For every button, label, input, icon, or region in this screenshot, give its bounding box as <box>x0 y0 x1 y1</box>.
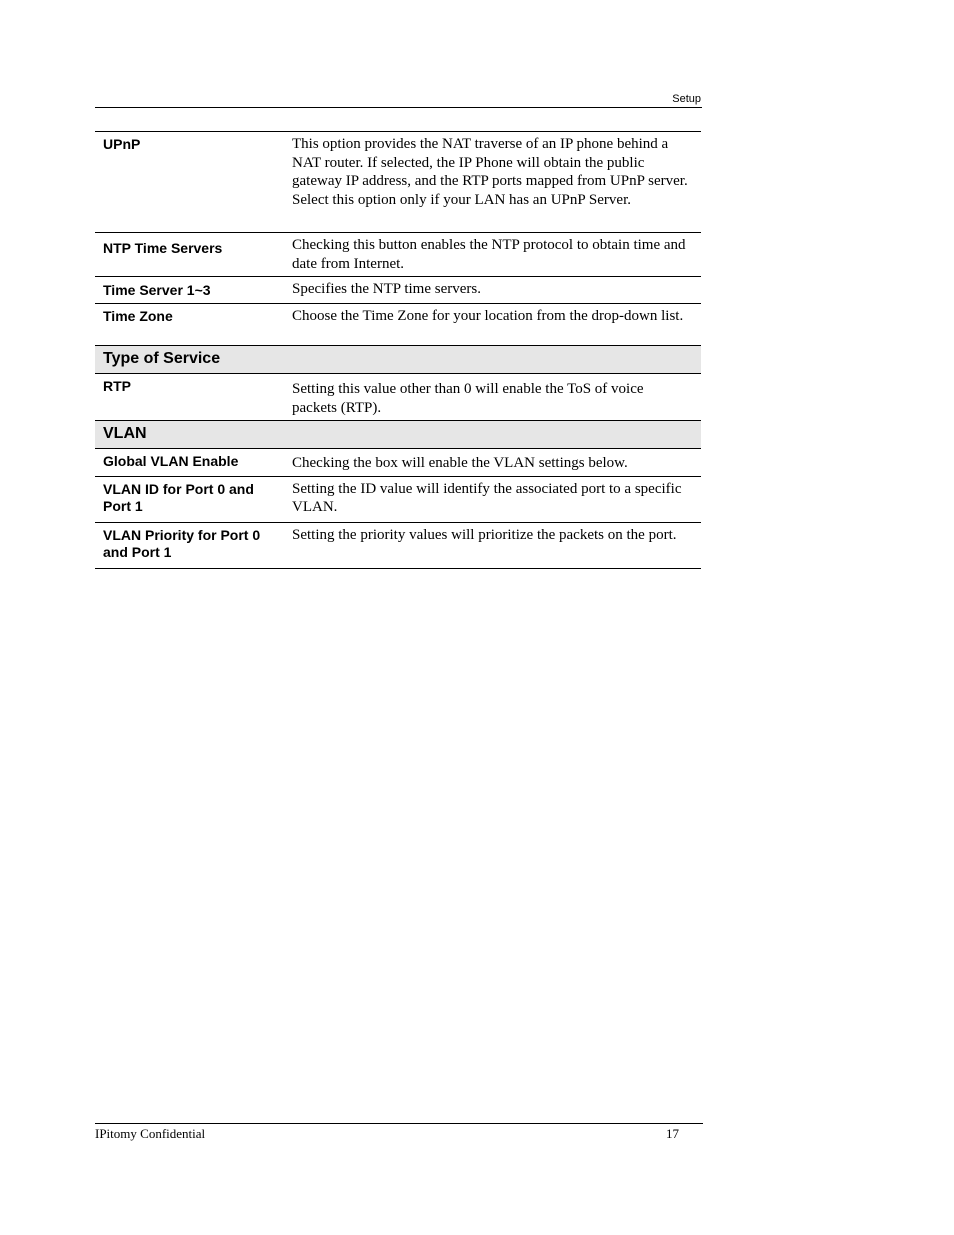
row-description: Specifies the NTP time servers. <box>284 277 701 304</box>
table-row <box>95 233 701 277</box>
row-description: Setting this value other than 0 will enable the ToS of voice packets (RTP). <box>284 374 701 421</box>
running-header: Setup <box>672 93 701 105</box>
section-heading-row <box>95 421 701 449</box>
footer-company: IPitomy Confidential <box>95 1126 206 1141</box>
table-row <box>95 304 701 346</box>
table-row <box>95 522 701 568</box>
header-divider <box>95 107 702 108</box>
row-term: VLAN ID for Port 0 and Port 1 <box>95 476 284 522</box>
row-term: RTP <box>95 374 284 421</box>
row-term: NTP Time Servers <box>95 233 284 277</box>
section-heading-row <box>95 346 701 374</box>
section-title-type-of-service: Type of Service <box>95 346 701 374</box>
row-term: Global VLAN Enable <box>95 449 284 477</box>
row-term: VLAN Priority for Port 0 and Port 1 <box>95 522 284 568</box>
table-row <box>95 374 701 421</box>
table-row <box>95 476 701 522</box>
table-row <box>95 449 701 477</box>
row-description: This option provides the NAT traverse of an IP phone behind a NAT router. If selected, the IP Phone will obtain the public gateway IP address, and the RTP ports mapped from UPnP server. Select this option only if your LAN has an UPnP Server. <box>284 132 701 233</box>
row-description: Setting the priority values will prioritize the packets on the port. <box>284 522 701 568</box>
settings-table <box>95 131 701 569</box>
row-description: Checking the box will enable the VLAN settings below. <box>284 449 701 477</box>
table-row <box>95 277 701 304</box>
row-description: Choose the Time Zone for your location from the drop-down list. <box>284 304 701 346</box>
row-term: UPnP <box>95 132 284 233</box>
row-description: Checking this button enables the NTP protocol to obtain time and date from Internet. <box>284 233 701 277</box>
row-term: Time Server 1~3 <box>95 277 284 304</box>
row-description: Setting the ID value will identify the associated port to a specific VLAN. <box>284 476 701 522</box>
footer-divider <box>95 1123 703 1124</box>
section-title-vlan: VLAN <box>95 421 701 449</box>
page-number: 17 <box>666 1126 679 1141</box>
row-term: Time Zone <box>95 304 284 346</box>
table-row <box>95 132 701 233</box>
